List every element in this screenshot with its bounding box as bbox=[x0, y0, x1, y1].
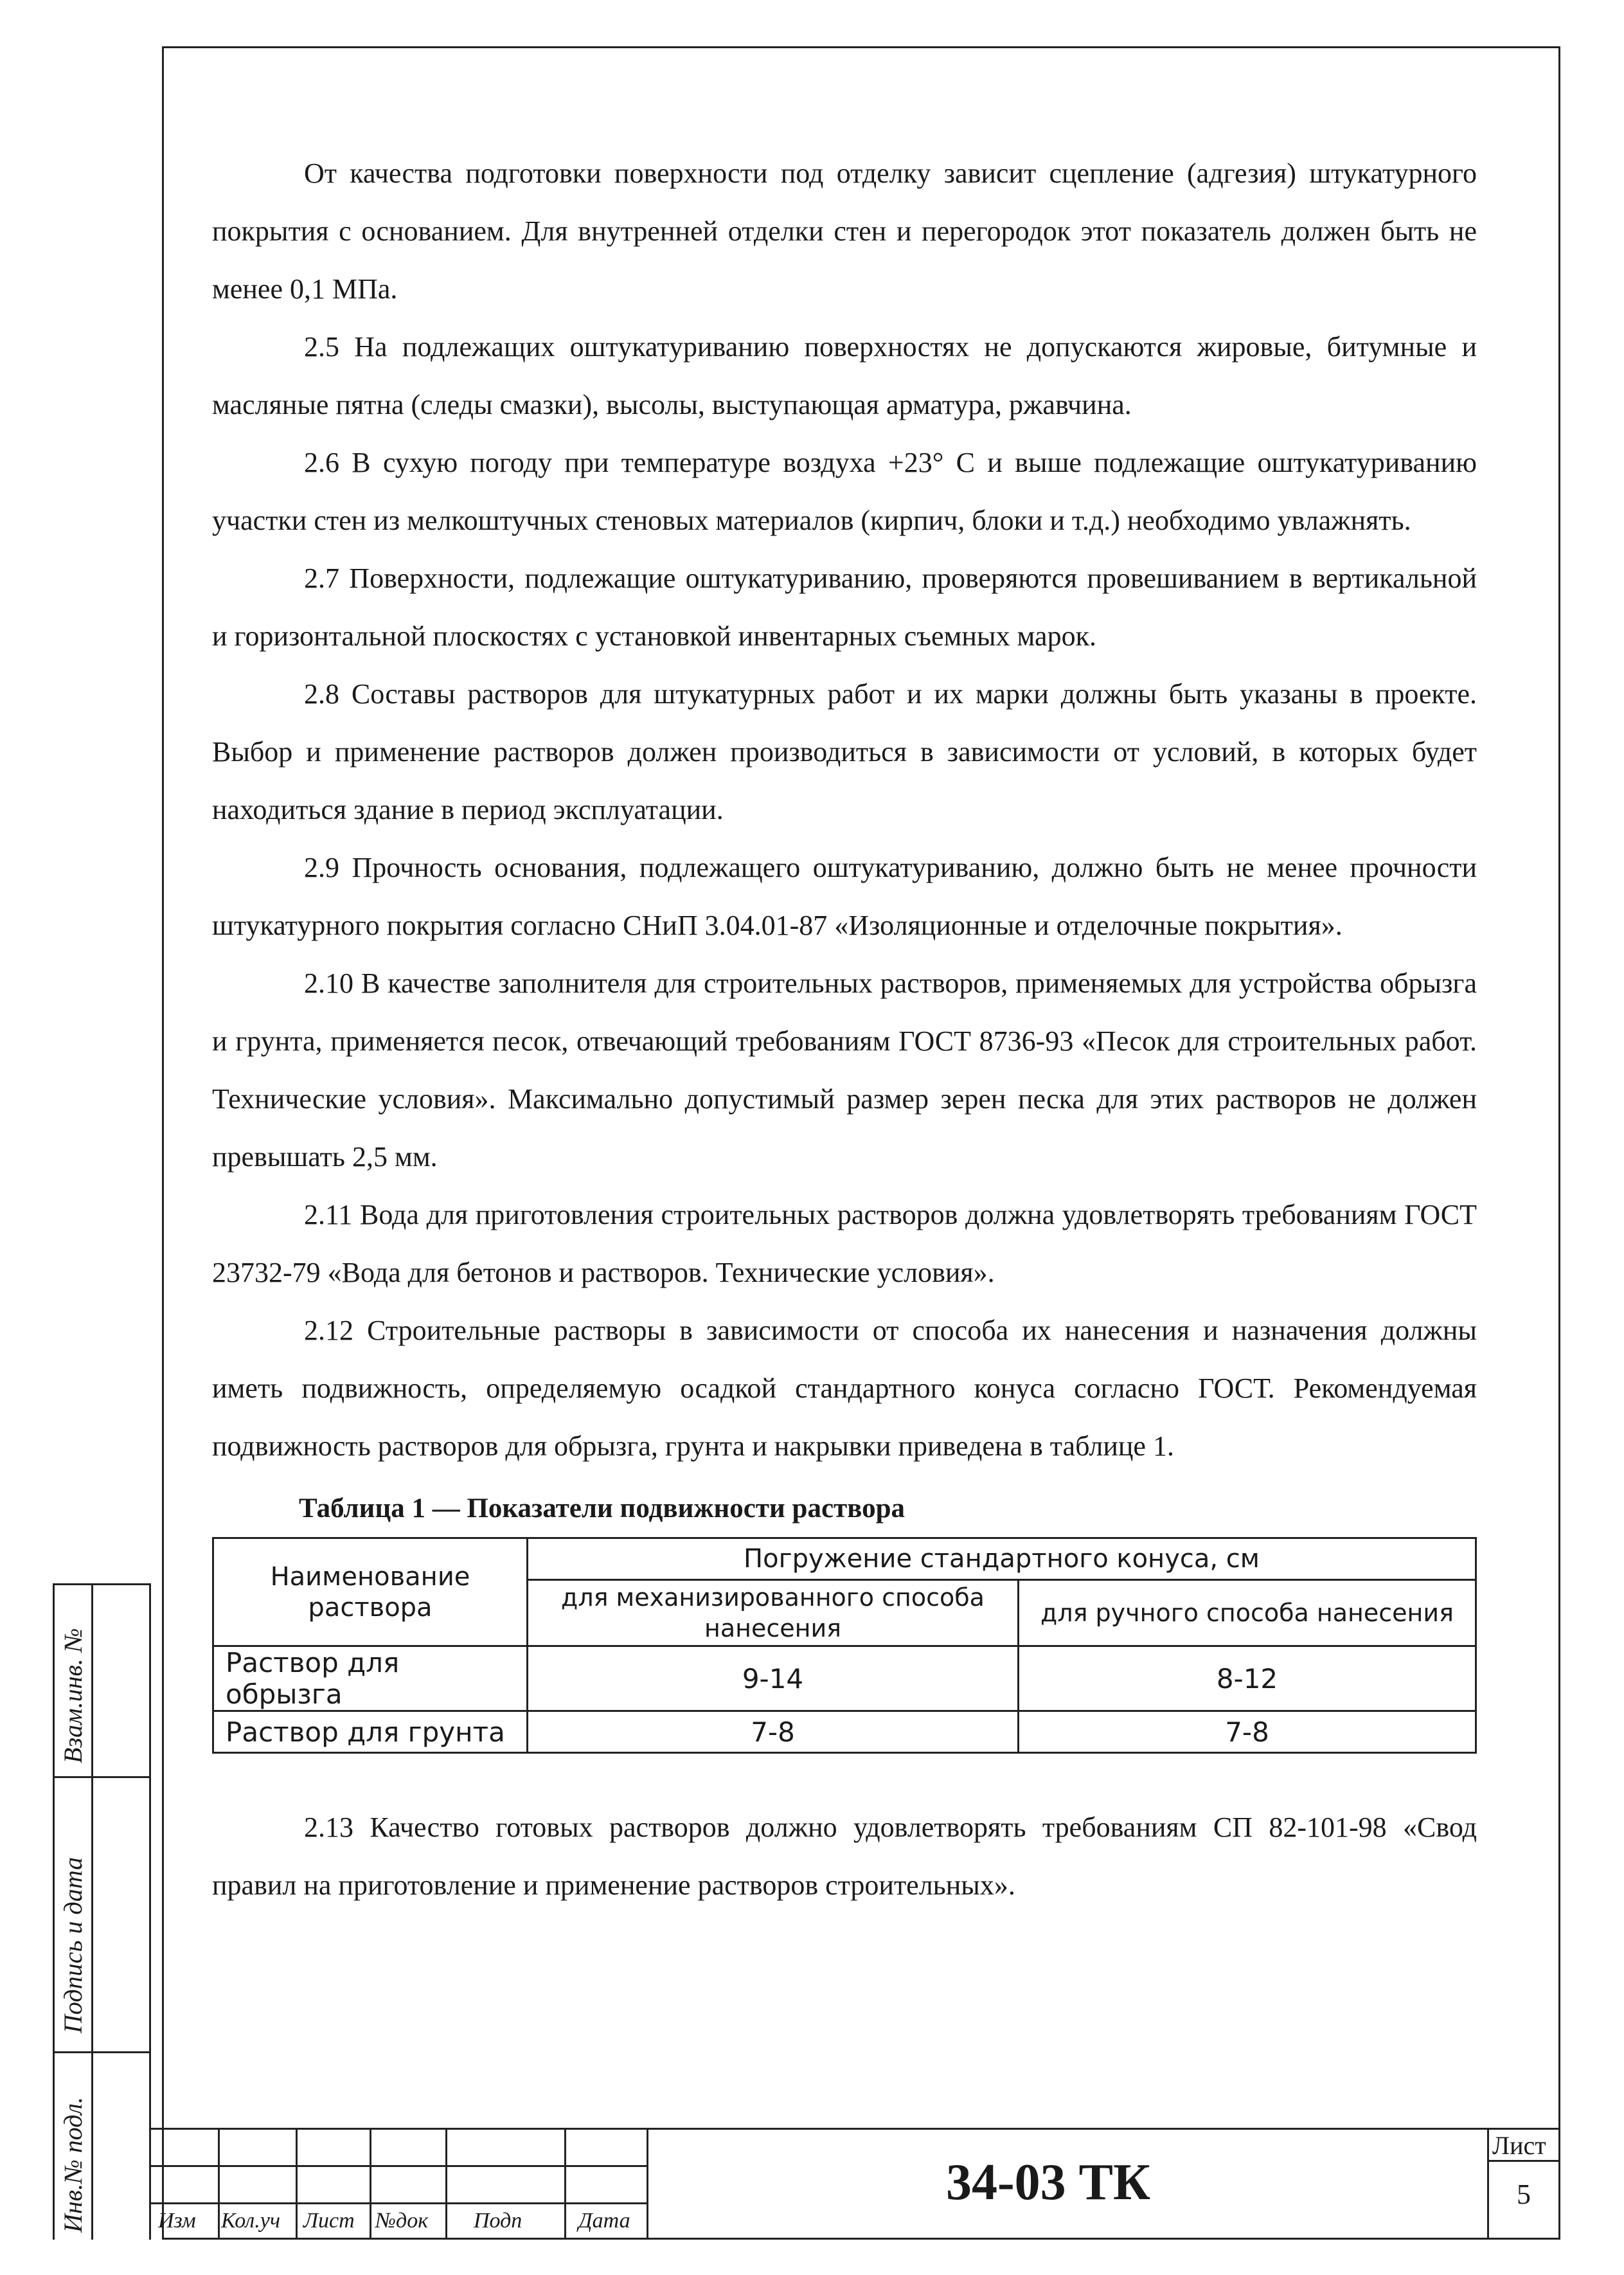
table-row bbox=[213, 1646, 1476, 1711]
table-cell-mech: 7-8 bbox=[528, 1711, 1019, 1753]
tb-line bbox=[296, 2128, 298, 2240]
table-row bbox=[213, 1711, 1476, 1753]
paragraph: 2.7 Поверхности, подлежащие оштукатуриванию, проверяются провешиванием в вертикальной и горизонтальной плоскостях с установкой инвентарных съемных марок. bbox=[212, 562, 1477, 652]
stamp-label-podpis: Подпись и дата bbox=[58, 1857, 87, 2033]
tb-line bbox=[564, 2128, 566, 2240]
paragraph: От качества подготовки поверхности под отделку зависит сцепление (адгезия) штукатурного покрытия с основанием. Для внутренней отделки стен и перегородок этот показатель должен быть не менее 0,1 МПа. bbox=[212, 157, 1477, 305]
tb-col-koluch: Кол.уч bbox=[221, 2209, 281, 2233]
tb-line bbox=[647, 2128, 648, 2240]
paragraph: 2.12 Строительные растворы в зависимости от способа их нанесения и назначения должны иметь подвижность, определяемую осадкой стандартного конуса согласно ГОСТ. Рекомендуемая подвижность растворов для обрызга, грунта и накрывки приведена в таблице 1. bbox=[212, 1315, 1477, 1462]
tb-col-list: Лист bbox=[303, 2209, 355, 2233]
table-header-name: Наименование раствора bbox=[213, 1538, 528, 1646]
stamp-label-vzam: Взам.инв. № bbox=[58, 1628, 87, 1763]
tb-col-ndok: №док bbox=[375, 2209, 429, 2233]
paragraph: 2.11 Вода для приготовления строительных растворов должна удовлетворять требованиям ГОСТ 23732-79 «Вода для бетонов и растворов. Технические условия». bbox=[212, 1199, 1477, 1288]
tb-line bbox=[370, 2128, 371, 2240]
paragraph: 2.10 В качестве заполнителя для строительных растворов, применяемых для устройства обрызга и грунта, применяется песок, отвечающий требованиям ГОСТ 8736-93 «Песок для строительных работ. Технические условия». Максимально допустимый размер зерен песка для этих растворов не должен превышать 2,5 мм. bbox=[212, 967, 1477, 1173]
paragraph: 2.13 Качество готовых растворов должно удовлетворять требованиям СП 82-101-98 «Свод правил на приготовление и применение растворов строительных». bbox=[212, 1812, 1477, 1901]
stamp-line bbox=[53, 2051, 149, 2053]
title-block bbox=[149, 2128, 1560, 2240]
tb-line bbox=[1487, 2128, 1489, 2240]
table-title: Таблица 1 — Показатели подвижности раствора bbox=[299, 1493, 905, 1524]
tb-col-izm: Изм bbox=[158, 2209, 196, 2233]
stamp-line bbox=[53, 1583, 149, 1585]
mobility-table bbox=[212, 1537, 1477, 1754]
document-body bbox=[212, 145, 1477, 1914]
sheet-label: Лист bbox=[1492, 2131, 1546, 2160]
document-code: 34-03 ТК bbox=[946, 2154, 1151, 2211]
sheet-number: 5 bbox=[1517, 2179, 1531, 2210]
stamp-label-inv: Инв.№ подл. bbox=[58, 2097, 87, 2233]
tb-line bbox=[149, 2128, 1560, 2130]
tb-line bbox=[445, 2128, 447, 2240]
stamp-line bbox=[91, 1583, 93, 2240]
tb-col-podp: Подп bbox=[474, 2209, 522, 2233]
table-cell-mech: 9-14 bbox=[528, 1646, 1019, 1711]
paragraph: 2.6 В сухую погоду при температуре воздуха +23° С и выше подлежащие оштукатуриванию участки стен из мелкоштучных стеновых материалов (кирпич, блоки и т.д.) необходимо увлажнять. bbox=[212, 447, 1477, 536]
side-stamp bbox=[53, 1583, 149, 2240]
tb-col-data: Дата bbox=[578, 2209, 630, 2233]
tb-line bbox=[149, 2202, 647, 2204]
table-subheader-mech: для механизированного способа нанесения bbox=[528, 1580, 1019, 1646]
paragraph: 2.9 Прочность основания, подлежащего оштукатуриванию, должно быть не менее прочности штукатурного покрытия согласно СНиП 3.04.01-87 «Изоляционные и отделочные покрытия». bbox=[212, 852, 1477, 941]
tb-line bbox=[149, 2165, 647, 2167]
table-cell-manual: 7-8 bbox=[1019, 1711, 1476, 1753]
table-subheader-manual: для ручного способа нанесения bbox=[1019, 1580, 1476, 1646]
paragraph: 2.5 На подлежащих оштукатуриванию поверхностях не допускаются жировые, битумные и масляные пятна (следы смазки), высолы, выступающая арматура, ржавчина. bbox=[212, 331, 1477, 420]
stamp-line bbox=[53, 1776, 149, 1778]
table-cell-manual: 8-12 bbox=[1019, 1646, 1476, 1711]
stamp-line bbox=[53, 1583, 55, 2240]
table-cell-name: Раствор для обрызга bbox=[213, 1646, 528, 1711]
table-cell-name: Раствор для грунта bbox=[213, 1711, 528, 1753]
tb-line bbox=[218, 2128, 220, 2240]
table-header-group: Погружение стандартного конуса, см bbox=[528, 1538, 1476, 1580]
paragraph: 2.8 Составы растворов для штукатурных работ и их марки должны быть указаны в проекте. Выбор и применение растворов должен производиться в зависимости от условий, в которых будет находиться здание в период эксплуатации. bbox=[212, 678, 1477, 825]
